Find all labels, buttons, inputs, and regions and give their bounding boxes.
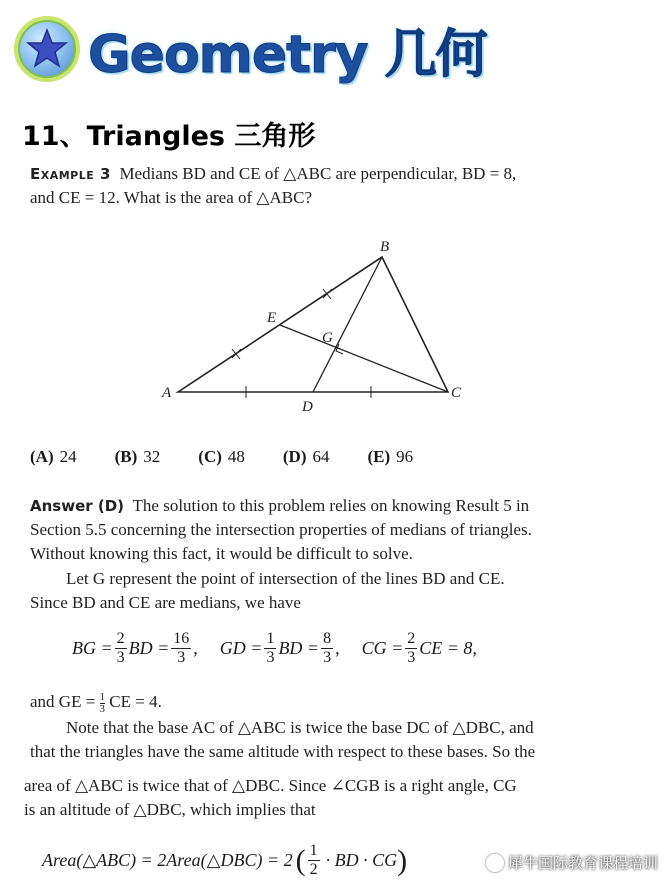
answer-line2: Section 5.5 concerning the intersection properties of medians of triangles. [30,520,532,539]
answer-p3-line2: that the triangles have the same altitude with respect to these bases. So the [30,742,536,761]
banner [14,14,487,84]
label-a: A [162,385,172,401]
example-label: Example 3 [30,165,111,183]
label-e: E [267,310,277,326]
answer-choices [30,447,451,467]
watermark [486,852,658,873]
frac-2-3-a: $\frac{2}{3}$ [116,630,125,666]
answer-p3-line3: area of △ABC is twice that of △DBC. Since ∠CGB is a right angle, CG [24,776,517,795]
equation-area: Area(△ABC) = 2Area(△DBC) = 2 ( $\frac{1}{2}$ · BD · CG ) [42,842,408,878]
frac-1-2: $\frac{1}{2}$ [309,842,318,878]
star-badge-icon [14,16,80,82]
choice-b: (B) 32 [114,447,161,466]
example-line2: and CE = 12. What is the area of △ABC? [30,188,313,207]
label-g: G [322,330,333,346]
section-title: 11、Triangles 三角形 [22,121,316,152]
triangle-figure [150,235,490,420]
answer-p2-line2: Since BD and CE are medians, we have [30,593,301,612]
example-statement [30,162,630,210]
frac-1-3-small: $\frac{1}{3}$ [99,690,106,715]
frac-8-3: $\frac{8}{3}$ [323,630,332,666]
example-line1: Medians BD and CE of △ABC are perpendicular, BD = 8, [119,164,517,183]
frac-16-3: $\frac{16}{3}$ [173,630,190,666]
frac-2-3-b: $\frac{2}{3}$ [407,630,416,666]
answer-paragraph-2 [30,567,630,615]
watermark-text: 犀牛国际教育课程培训 [507,854,658,872]
watermark-logo-icon [486,854,504,872]
banner-title: Geometry 几何 [88,24,487,85]
answer-p3-line4: is an altitude of △DBC, which implies that [24,800,316,819]
median-ce [280,325,448,392]
answer-line1: The solution to this problem relies on knowing Result 5 in [132,496,530,515]
answer-label: Answer (D) [30,497,125,515]
ge-line: and GE = $\frac{1}{3}$ CE = 4. [30,690,162,715]
triangle-abc [178,257,448,392]
answer-p2-line1: Let G represent the point of intersection of the lines BD and CE. [66,569,505,588]
median-bd [313,257,382,392]
choice-d: (D) 64 [282,447,330,466]
choice-c: (C) 48 [198,447,245,466]
frac-1-3: $\frac{1}{3}$ [266,630,275,666]
answer-line3: Without knowing this fact, it would be difficult to solve. [30,544,413,563]
answer-paragraph-3b [24,774,644,822]
answer-paragraph-1 [30,494,630,566]
label-d: D [302,399,313,415]
choice-a: (A) 24 [30,447,77,466]
answer-paragraph-3 [30,716,640,764]
equation-medians: BG = $\frac{2}{3}$ BD = $\frac{16}{3}$ , GD = $\frac{1}{3}$ BD = $\frac{8}{3}$ , CG = $\frac{2}{3}$ CE = 8, [72,630,477,666]
label-c: C [451,385,462,401]
label-b: B [380,239,390,255]
choice-e: (E) 96 [367,447,414,466]
answer-p3-line1: Note that the base AC of △ABC is twice the base DC of △DBC, and [66,718,534,737]
